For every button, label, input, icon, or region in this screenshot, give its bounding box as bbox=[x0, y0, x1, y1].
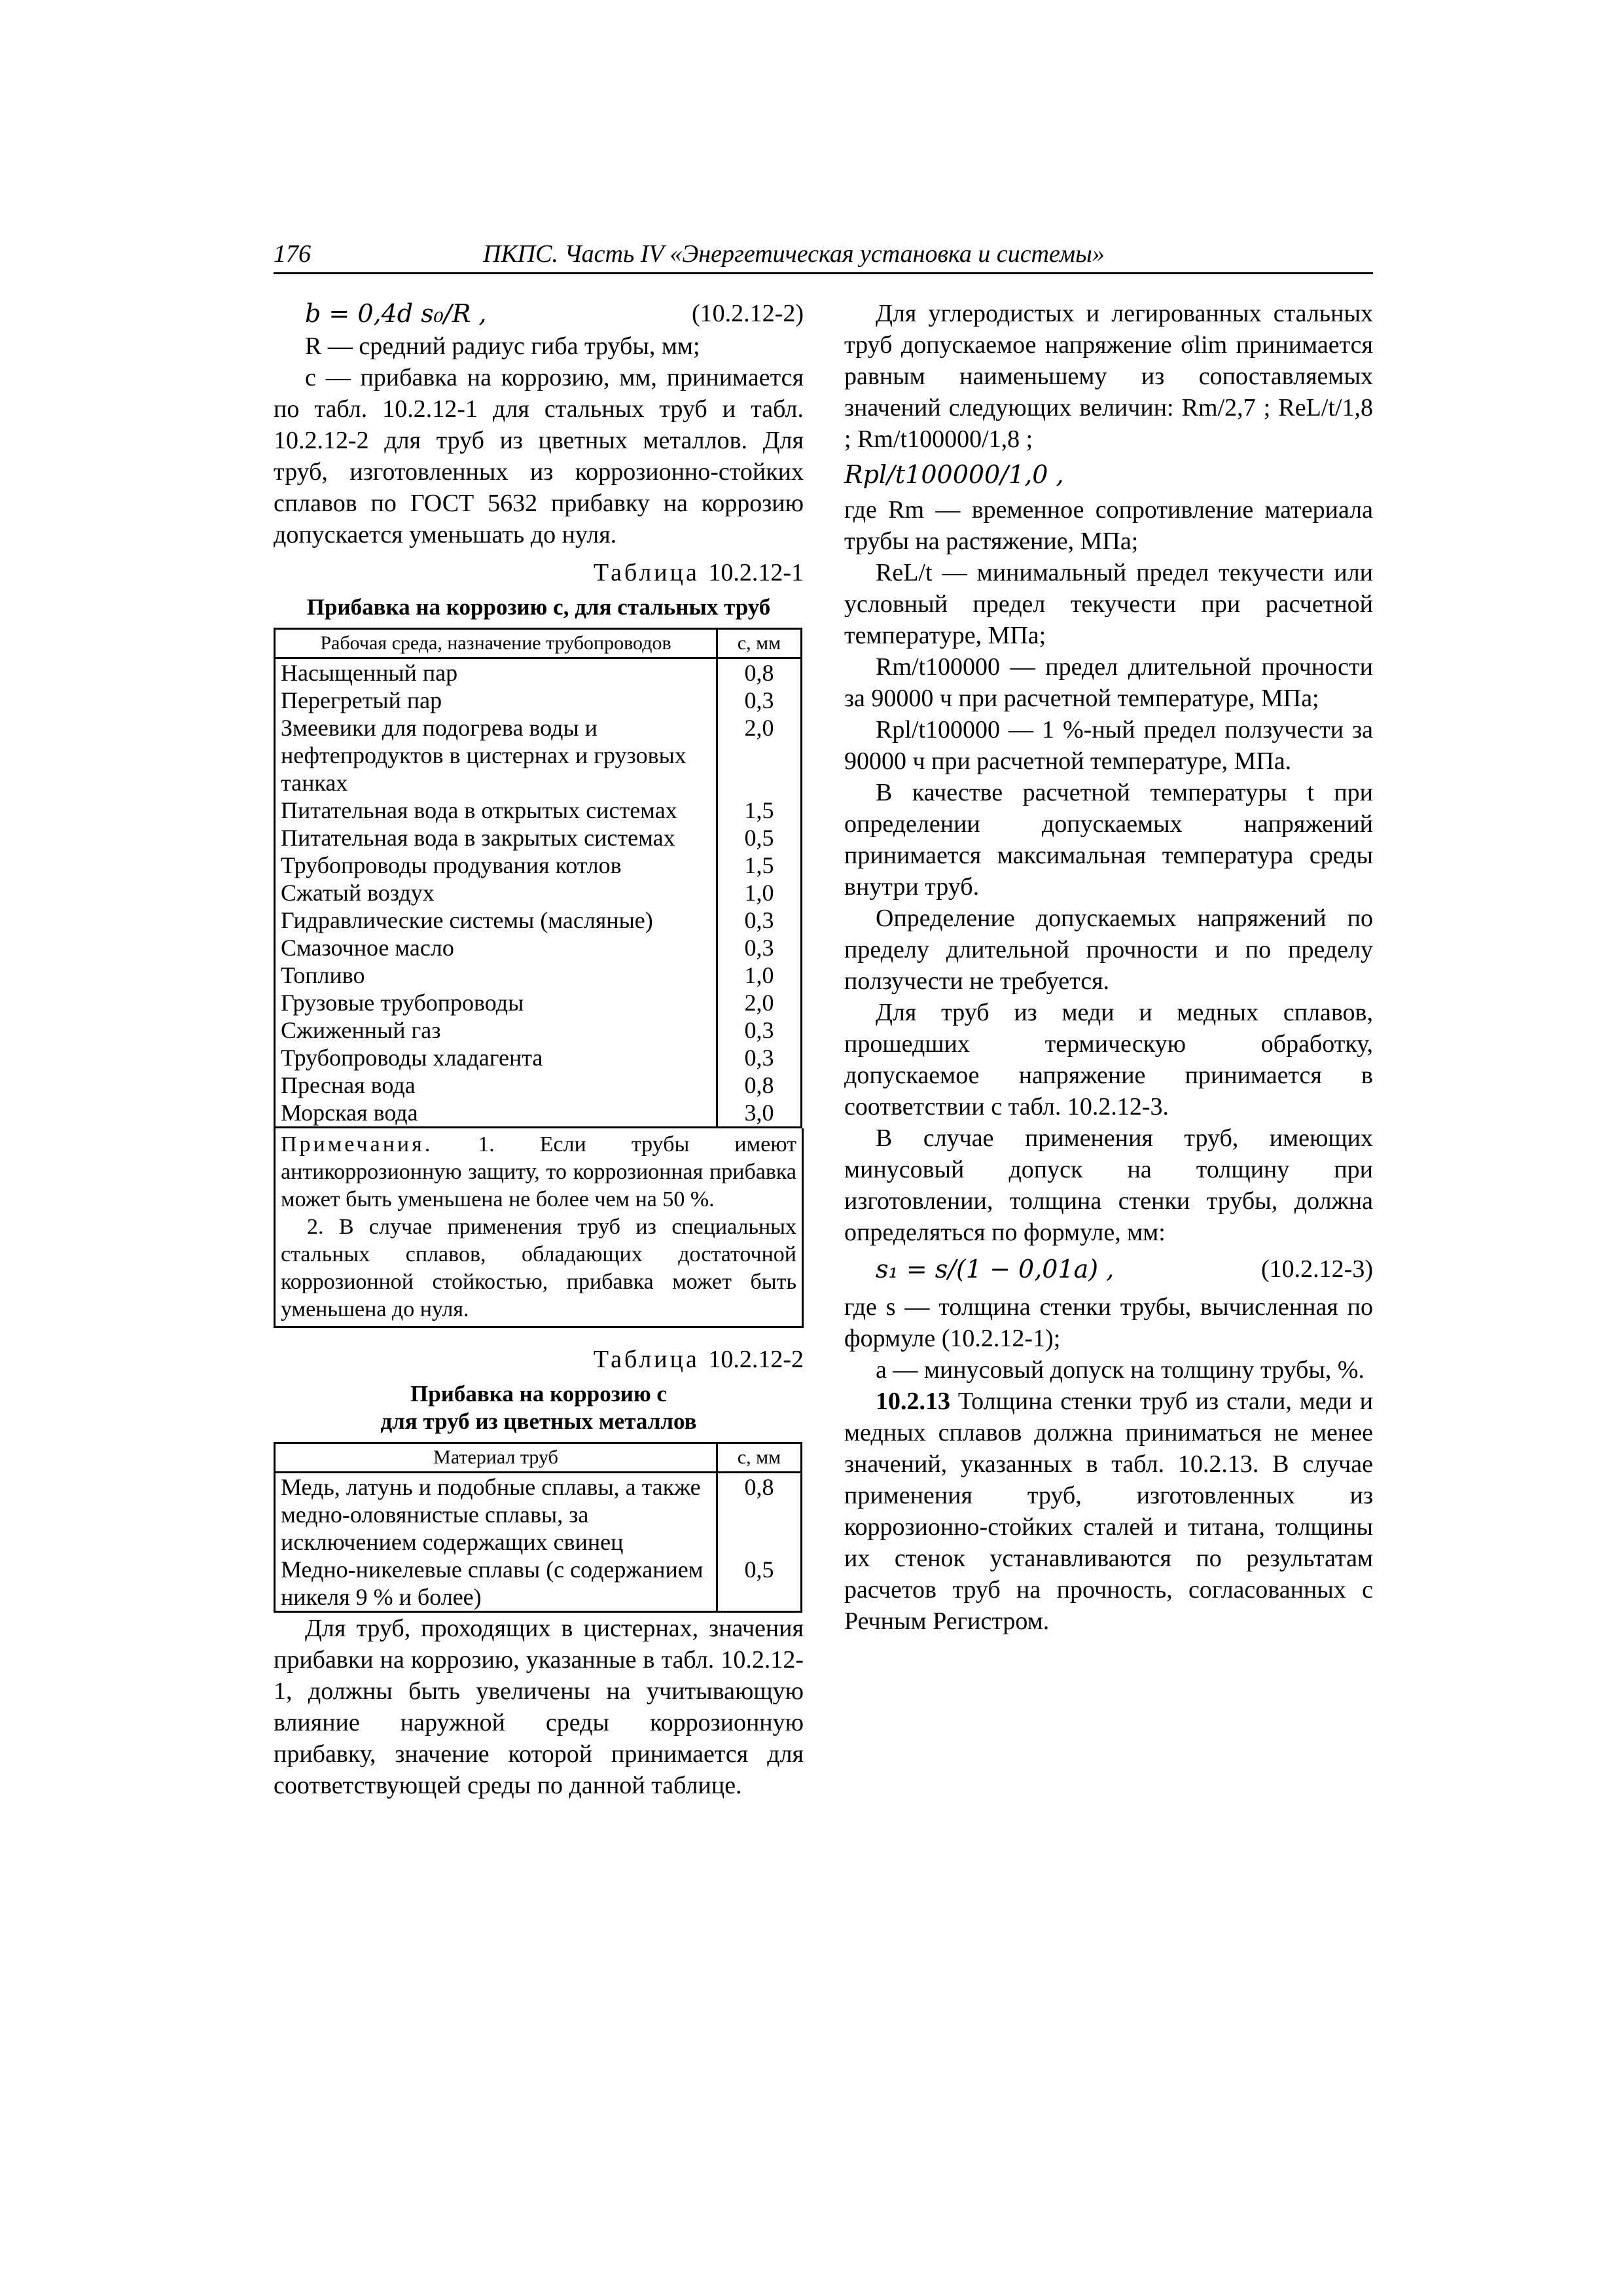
table-title: Прибавка на коррозию c, для стальных труб bbox=[306, 594, 771, 620]
cell-value: 0,8 bbox=[717, 658, 802, 687]
table-row bbox=[275, 658, 802, 687]
table-row bbox=[275, 687, 802, 714]
cell-medium: Сжатый воздух bbox=[275, 879, 717, 906]
formula-10-2-12-3 bbox=[844, 1253, 1373, 1286]
table-title-2 bbox=[274, 1380, 804, 1435]
table-row bbox=[275, 1016, 802, 1044]
table-row bbox=[275, 852, 802, 879]
paragraph-copper: Для труб из меди и медных сплавов, прошедших термическую обработку, допускаемое напряжение принимается в соответствии с табл. 10.2.12-3. bbox=[844, 999, 1373, 1121]
table-caption bbox=[274, 557, 804, 588]
cell-value: 0,3 bbox=[717, 687, 802, 714]
cell-value: 0,8 bbox=[717, 1473, 802, 1556]
table-row bbox=[275, 879, 802, 906]
cell-value: 0,5 bbox=[717, 1556, 802, 1612]
cell-value: 3,0 bbox=[717, 1099, 802, 1128]
cell-medium: Морская вода bbox=[275, 1099, 717, 1128]
column-header-medium: Рабочая среда, назначение трубопроводов bbox=[275, 629, 717, 658]
cell-material: Медно-никелевые сплавы (с содержанием никеля 9 % и более) bbox=[275, 1556, 717, 1612]
formula-expression: s₁ = s/(1 − 0,01a) , bbox=[876, 1255, 1115, 1283]
table-row bbox=[275, 1099, 802, 1128]
table-caption-number: 10.2.12-2 bbox=[708, 1346, 804, 1373]
cell-medium: Топливо bbox=[275, 961, 717, 989]
table-row bbox=[275, 934, 802, 961]
paragraph-allowable-stress: Для углеродистых и легированных стальных труб допускаемое напряжение σlim принимается равным наименьшему из сопоставляемых значений следующих величин: Rm/2,7 ; ReL/t/1,8 ; Rm/t100000/1,8 ; bbox=[844, 300, 1373, 453]
cell-medium: Трубопроводы хладагента bbox=[275, 1044, 717, 1071]
note-1-text: 1. Если трубы имеют антикоррозионную защиту, то коррозионная прибавка может быть уменьшена не более чем на 50 %. bbox=[281, 1132, 797, 1211]
cell-value: 0,3 bbox=[717, 1016, 802, 1044]
paragraph-s-definition: где s — толщина стенки трубы, вычисленная по формуле (10.2.12-1); bbox=[844, 1293, 1373, 1352]
table-caption-word: Таблица bbox=[593, 1346, 700, 1373]
paragraph-a-definition: a — минусовый допуск на толщину трубы, %. bbox=[876, 1356, 1365, 1384]
cell-medium: Гидравлические системы (масляные) bbox=[275, 906, 717, 934]
cell-value: 0,3 bbox=[717, 1044, 802, 1071]
cell-medium: Перегретый пар bbox=[275, 687, 717, 714]
table-notes bbox=[274, 1128, 804, 1328]
table-row bbox=[275, 989, 802, 1016]
paragraph-rel-definition: ReL/t — минимальный предел текучести или условный предел текучести при расчетной температуре, МПа; bbox=[844, 559, 1373, 649]
paragraph-minus-tolerance: В случае применения труб, имеющих минусовый допуск на толщину при изготовлении, толщина стенки трубы, должна определяться по формуле, мм: bbox=[844, 1124, 1373, 1246]
formula-expression: b = 0,4d s₀/R , bbox=[305, 299, 487, 328]
paragraph-creep: Определение допускаемых напряжений по пределу длительной прочности и по пределу ползучести не требуется. bbox=[844, 905, 1373, 995]
paragraph-tank-pipes: Для труб, проходящих в цистернах, значения прибавки на коррозию, указанные в табл. 10.2.12-1, должны быть увеличены на учитывающую влияние наружной среды коррозионную прибавку, значение которой принимается для соответствующей среды по данной таблице. bbox=[274, 1615, 804, 1799]
right-column bbox=[844, 298, 1373, 1637]
cell-value: 1,5 bbox=[717, 797, 802, 824]
corrosion-table-steel bbox=[274, 628, 802, 1128]
cell-value: 1,0 bbox=[717, 961, 802, 989]
notes-label: Примечания. bbox=[281, 1132, 433, 1157]
table-row bbox=[275, 1556, 802, 1612]
table-row bbox=[275, 797, 802, 824]
cell-value: 0,3 bbox=[717, 934, 802, 961]
cell-material: Медь, латунь и подобные сплавы, а также медно-оловянистые сплавы, за исключением содержащих свинец bbox=[275, 1473, 717, 1556]
table-row bbox=[275, 824, 802, 852]
paragraph-R-definition: R — средний радиус гиба трубы, мм; bbox=[305, 332, 700, 360]
page-number: 176 bbox=[274, 240, 311, 268]
formula-number: (10.2.12-2) bbox=[692, 300, 804, 327]
column-header-c: c, мм bbox=[717, 629, 802, 658]
table-caption-2 bbox=[274, 1344, 804, 1375]
paragraph-rmt-definition: Rm/t100000 — предел длительной прочности за 90000 ч при расчетной температуре, МПа; bbox=[844, 653, 1373, 712]
cell-medium: Грузовые трубопроводы bbox=[275, 989, 717, 1016]
cell-medium: Питательная вода в закрытых системах bbox=[275, 824, 717, 852]
section-text: Толщина стенки труб из стали, меди и медных сплавов должна приниматься не менее значений, указанных в табл. 10.2.13. В случае применения труб, изготовленных из коррозионно-стойких сталей и титана, толщины их стенок устанавливаются по результатам расчетов труб на прочность, согласованных с Речным Регистром. bbox=[844, 1388, 1373, 1635]
table-note-2: 2. В случае применения труб из специальных стальных сплавов, обладающих достаточной коррозионной стойкостью, прибавка может быть уменьшена до нуля. bbox=[281, 1215, 796, 1321]
cell-value: 1,0 bbox=[717, 879, 802, 906]
paragraph-rm-definition: где Rm — временное сопротивление материала трубы на растяжение, МПа; bbox=[844, 496, 1373, 555]
formula-10-2-12-2 bbox=[274, 298, 804, 331]
section-number: 10.2.13 bbox=[876, 1388, 950, 1415]
corrosion-table-nonferrous bbox=[274, 1442, 802, 1613]
running-header bbox=[274, 236, 1373, 274]
cell-medium: Трубопроводы продувания котлов bbox=[275, 852, 717, 879]
formula-number: (10.2.12-3) bbox=[1261, 1255, 1373, 1283]
table-row bbox=[275, 906, 802, 934]
paragraph-rpl-definition: Rpl/t100000 — 1 %-ный предел ползучести за 90000 ч при расчетной температуре, МПа. bbox=[844, 716, 1373, 775]
table-note-1 bbox=[281, 1131, 796, 1213]
cell-medium: Пресная вода bbox=[275, 1071, 717, 1099]
table-caption-word: Таблица bbox=[593, 559, 700, 586]
cell-value: 0,5 bbox=[717, 824, 802, 852]
table-title-line2: для труб из цветных металлов bbox=[380, 1408, 697, 1434]
cell-medium: Насыщенный пар bbox=[275, 658, 717, 687]
table-row bbox=[275, 714, 802, 797]
cell-value: 0,3 bbox=[717, 906, 802, 934]
paragraph-design-temperature: В качестве расчетной температуры t при определении допускаемых напряжений принимается максимальная температура среды внутри труб. bbox=[844, 779, 1373, 901]
left-column bbox=[274, 298, 804, 1801]
cell-value: 2,0 bbox=[717, 714, 802, 797]
cell-medium: Смазочное масло bbox=[275, 934, 717, 961]
cell-medium: Змеевики для подогрева воды и нефтепродуктов в цистернах и грузовых танках bbox=[275, 714, 717, 797]
table-row bbox=[275, 1071, 802, 1099]
cell-medium: Сжиженный газ bbox=[275, 1016, 717, 1044]
paragraph-10-2-13 bbox=[844, 1386, 1373, 1637]
cell-value: 1,5 bbox=[717, 852, 802, 879]
running-title: ПКПС. Часть IV «Энергетическая установка и системы» bbox=[483, 240, 1105, 268]
cell-medium: Питательная вода в открытых системах bbox=[275, 797, 717, 824]
column-header-material: Материал труб bbox=[275, 1443, 717, 1473]
column-header-c: c, мм bbox=[717, 1443, 802, 1473]
table-row bbox=[275, 1044, 802, 1071]
paragraph-c-definition: c — прибавка на коррозию, мм, принимается по табл. 10.2.12-1 для стальных труб и табл. 10.2.12-2 для труб из цветных металлов. Для труб, изготовленных из коррозионно-стойких сплавов по ГОСТ 5632 прибавку на коррозию допускается уменьшать до нуля. bbox=[274, 364, 804, 548]
cell-value: 0,8 bbox=[717, 1071, 802, 1099]
table-caption-number: 10.2.12-1 bbox=[708, 559, 804, 586]
table-title-line1: Прибавка на коррозию c bbox=[410, 1381, 667, 1407]
table-row bbox=[275, 1473, 802, 1556]
cell-value: 2,0 bbox=[717, 989, 802, 1016]
table-row bbox=[275, 961, 802, 989]
formula-rpl: Rpl/t100000/1,0 , bbox=[844, 460, 1064, 489]
